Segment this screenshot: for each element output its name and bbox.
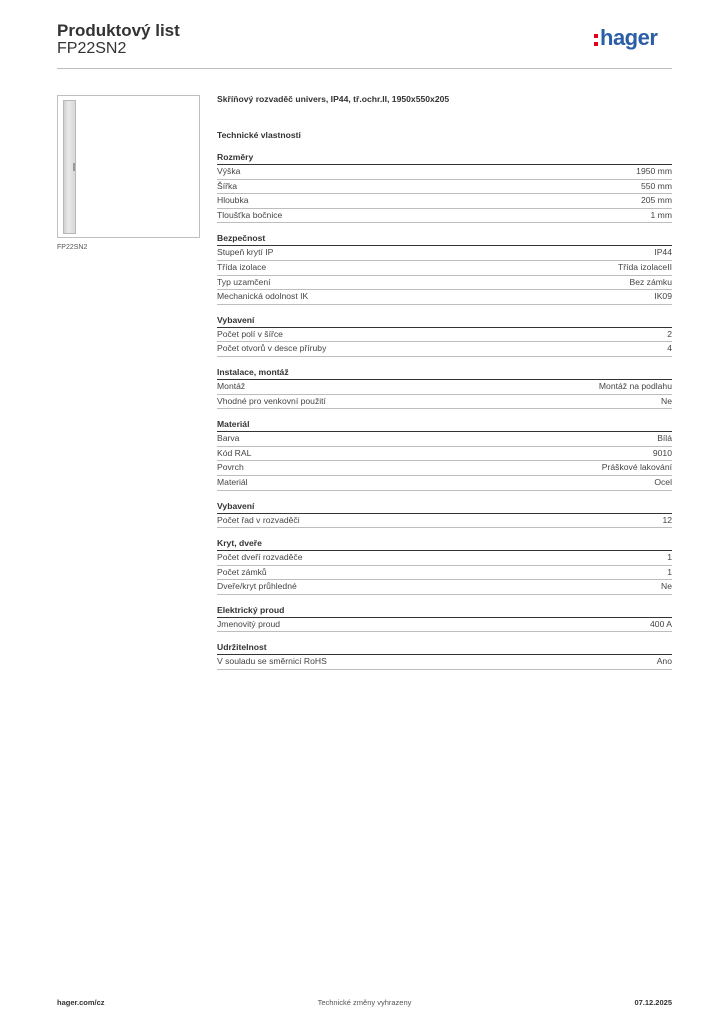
- spec-value: Ne: [661, 581, 672, 592]
- section-title: Bezpečnost: [217, 233, 672, 246]
- spec-row: [217, 580, 672, 595]
- spec-section: [217, 538, 672, 595]
- page-title: Produktový list: [57, 21, 180, 40]
- product-image: [57, 95, 200, 238]
- section-title: Instalace, montáž: [217, 367, 672, 380]
- spec-value: Montáž na podlahu: [598, 380, 672, 391]
- spec-value: Ocel: [654, 476, 672, 487]
- section-title: Vybavení: [217, 501, 672, 514]
- spec-value: Ano: [656, 656, 672, 667]
- spec-sections: [217, 152, 672, 670]
- spec-label: Jmenovitý proud: [217, 618, 281, 629]
- spec-label: Montáž: [217, 380, 246, 391]
- spec-value: 550 mm: [640, 180, 672, 191]
- spec-section: [217, 605, 672, 633]
- spec-value: Bez zámku: [629, 276, 672, 287]
- spec-label: Šířka: [217, 180, 238, 191]
- spec-section: [217, 419, 672, 490]
- spec-value: 2: [667, 328, 672, 339]
- spec-row: [217, 476, 672, 491]
- spec-row: [217, 461, 672, 476]
- spec-label: Počet polí v šířce: [217, 328, 283, 339]
- spec-row: [217, 655, 672, 670]
- section-title: Materiál: [217, 419, 672, 432]
- spec-value: IK09: [654, 291, 672, 302]
- spec-label: Vhodné pro venkovní použití: [217, 395, 326, 406]
- section-title: Elektrický proud: [217, 605, 672, 618]
- spec-value: 9010: [652, 447, 672, 458]
- spec-label: Počet dveří rozvaděče: [217, 552, 303, 563]
- spec-value: IP44: [654, 247, 672, 258]
- product-description: Skříňový rozvaděč univers, IP44, tř.ochr.II, 1950x550x205: [217, 94, 450, 104]
- spec-row: [217, 328, 672, 343]
- spec-section: [217, 642, 672, 670]
- spec-row: [217, 432, 672, 447]
- spec-row: [217, 290, 672, 305]
- footer-notice: Technické změny vyhrazeny: [317, 998, 412, 1007]
- logo-dots-icon: [594, 34, 598, 50]
- cabinet-illustration: [63, 100, 76, 234]
- spec-label: Výška: [217, 166, 241, 176]
- spec-row: [217, 551, 672, 566]
- spec-label: Počet zámků: [217, 566, 267, 577]
- spec-row: [217, 395, 672, 410]
- spec-value: 12: [662, 514, 672, 525]
- section-title: Rozměry: [217, 152, 672, 165]
- spec-row: [217, 180, 672, 195]
- image-caption: FP22SN2: [57, 244, 88, 251]
- section-title: Udržitelnost: [217, 642, 672, 655]
- product-code: FP22SN2: [57, 40, 127, 57]
- spec-value: 205 mm: [640, 195, 672, 206]
- spec-label: Materiál: [217, 476, 248, 487]
- cabinet-handle: [73, 163, 75, 171]
- logo-text: hager: [600, 25, 658, 50]
- spec-label: Stupeň krytí IP: [217, 247, 274, 258]
- spec-row: [217, 566, 672, 581]
- spec-label: Třída izolace: [217, 261, 267, 272]
- spec-row: [217, 194, 672, 209]
- spec-row: [217, 380, 672, 395]
- spec-section: [217, 315, 672, 357]
- spec-label: Barva: [217, 433, 240, 444]
- spec-row: [217, 276, 672, 291]
- footer-website-link[interactable]: hager.com/cz: [57, 998, 105, 1007]
- spec-label: Povrch: [217, 462, 244, 473]
- product-content: [217, 94, 672, 680]
- spec-value: Ne: [661, 395, 672, 406]
- spec-section: [217, 367, 672, 409]
- spec-value: Třída izolaceII: [618, 261, 672, 272]
- spec-label: Kód RAL: [217, 447, 252, 458]
- spec-row: [217, 261, 672, 276]
- spec-row: [217, 514, 672, 529]
- spec-value: 4: [667, 343, 672, 354]
- spec-value: 400 A: [650, 618, 672, 629]
- spec-label: Počet otvorů v desce příruby: [217, 343, 327, 354]
- spec-label: Počet řad v rozvaděči: [217, 514, 300, 525]
- spec-label: Dveře/kryt průhledné: [217, 581, 297, 592]
- spec-value: 1950 mm: [636, 166, 672, 176]
- spec-row: [217, 209, 672, 224]
- spec-section: [217, 152, 672, 223]
- spec-section: [217, 501, 672, 529]
- tech-properties-heading: Technické vlastnosti: [217, 130, 301, 140]
- spec-label: Tloušťka bočnice: [217, 209, 283, 220]
- spec-value: 1 mm: [650, 209, 672, 220]
- spec-value: Práškové lakování: [601, 462, 672, 473]
- spec-row: [217, 246, 672, 261]
- spec-label: V souladu se směrnicí RoHS: [217, 656, 327, 667]
- spec-label: Typ uzamčení: [217, 276, 271, 287]
- spec-row: [217, 165, 672, 180]
- spec-label: Hloubka: [217, 195, 249, 206]
- section-title: Vybavení: [217, 315, 672, 328]
- spec-section: [217, 233, 672, 304]
- spec-value: 1: [667, 552, 672, 563]
- section-title: Kryt, dveře: [217, 538, 672, 551]
- spec-value: 1: [667, 566, 672, 577]
- spec-value: Bílá: [657, 433, 672, 444]
- spec-row: [217, 618, 672, 633]
- footer-date: 07.12.2025: [634, 998, 672, 1007]
- spec-label: Mechanická odolnost IK: [217, 291, 309, 302]
- spec-row: [217, 342, 672, 357]
- spec-row: [217, 447, 672, 462]
- header-divider: [57, 68, 672, 69]
